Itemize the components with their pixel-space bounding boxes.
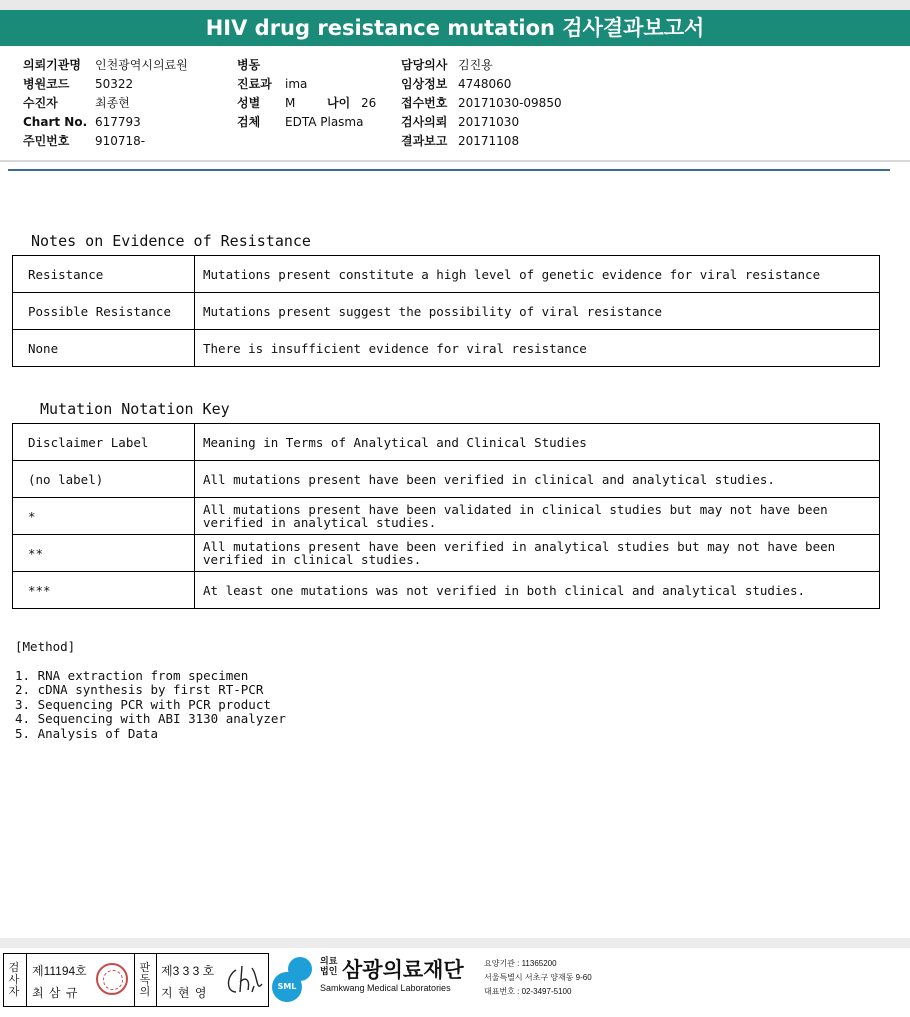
table-row: [13, 424, 880, 461]
field-label: 검체: [237, 115, 261, 129]
field-label: 담당의사: [401, 58, 448, 72]
patient-info-col3: [401, 56, 562, 151]
seal-stamp: [96, 963, 128, 995]
table-cell: Mutations present constitute a high level of genetic evidence for viral resistance: [195, 256, 880, 293]
age-label: 나이: [327, 96, 351, 110]
field-label: 병동: [237, 58, 261, 72]
patient-info-col1: [23, 56, 188, 151]
field-value: 20171030-09850: [458, 96, 562, 110]
field-label: 의뢰기관명: [23, 58, 81, 72]
notation-table: [12, 423, 880, 609]
method-step: 1. RNA extraction from specimen: [15, 667, 249, 683]
examiner-label: 검사자: [8, 962, 20, 998]
field-label: 수진자: [23, 96, 58, 110]
org-address: 서울특별시 서초구 양재동 9-60: [484, 973, 592, 982]
field-label: 접수번호: [401, 96, 448, 110]
footer-strip: [0, 938, 910, 948]
table-cell: (no label): [13, 461, 195, 498]
table-cell: Resistance: [13, 256, 195, 293]
divider: [26, 954, 27, 1006]
field-label: 진료과: [237, 77, 272, 91]
table-cell: All mutations present have been validated in clinical studies but may not have been verified in analytical studies.: [195, 498, 880, 535]
field-value: M: [285, 96, 296, 110]
table-row: [13, 330, 880, 367]
org-type: 의료법인: [320, 956, 338, 976]
examiner-license: 제11194호: [32, 964, 87, 978]
org-english-name: Samkwang Medical Laboratories: [320, 983, 451, 993]
method-step: 3. Sequencing PCR with PCR product: [15, 696, 271, 712]
method-section: [15, 640, 286, 741]
field-label: 임상정보: [401, 77, 448, 91]
divider: [8, 169, 890, 171]
table-cell: **: [13, 535, 195, 572]
table-cell: At least one mutations was not verified in both clinical and analytical studies.: [195, 572, 880, 609]
divider: [156, 954, 157, 1006]
field-value: 20171108: [458, 134, 520, 148]
method-heading: [Method]: [15, 639, 76, 654]
notation-heading: Mutation Notation Key: [40, 400, 230, 418]
org-phone: 대표번호 : 02-3497-5100: [484, 987, 572, 996]
divider: [134, 954, 135, 1006]
field-value: 김진용: [458, 58, 493, 72]
field-label: 성별: [237, 96, 261, 110]
field-label: 병원코드: [23, 77, 70, 91]
table-cell: There is insufficient evidence for viral resistance: [195, 330, 880, 367]
age-value: 26: [361, 96, 377, 110]
table-cell: *: [13, 498, 195, 535]
table-cell: Disclaimer Label: [13, 424, 195, 461]
method-step: 4. Sequencing with ABI 3130 analyzer: [15, 711, 286, 726]
reviewer-license: 제3 3 3 호: [161, 964, 215, 978]
table-cell: ***: [13, 572, 195, 609]
field-value: 617793: [95, 115, 141, 129]
divider: [0, 160, 910, 162]
table-cell: None: [13, 330, 195, 367]
table-cell: All mutations present have been verified in clinical and analytical studies.: [195, 461, 880, 498]
examiner-name: 최 삼 규: [32, 986, 79, 1000]
field-value: ima: [285, 77, 308, 91]
table-row: [13, 535, 880, 572]
top-strip: [0, 0, 910, 10]
field-label: Chart No.: [23, 115, 88, 129]
table-row: [13, 256, 880, 293]
table-row: [13, 461, 880, 498]
reviewer-label: 판독의: [139, 962, 151, 998]
reviewer-name: 지 현 영: [161, 986, 208, 1000]
table-row: [13, 293, 880, 330]
field-label: 검사의뢰: [401, 115, 448, 129]
field-value: 20171030: [458, 115, 520, 129]
org-contact: [484, 957, 592, 999]
org-code: 요양기관 : 11365200: [484, 959, 557, 968]
table-cell: All mutations present have been verified in analytical studies but may not have been verified in clinical studies.: [195, 535, 880, 572]
logo-badge: SML: [272, 972, 302, 1002]
signature-mark: [222, 962, 266, 998]
method-step: 2. cDNA synthesis by first RT-PCR: [15, 682, 264, 697]
field-value: EDTA Plasma: [285, 115, 364, 129]
field-value: 최종현: [95, 96, 130, 110]
evidence-heading: Notes on Evidence of Resistance: [31, 232, 311, 250]
field-value: 4748060: [458, 77, 512, 91]
table-row: [13, 572, 880, 609]
table-cell: Mutations present suggest the possibility of viral resistance: [195, 293, 880, 330]
patient-info-col2: [237, 56, 376, 132]
field-value: 910718-: [95, 134, 146, 148]
signature-box: [3, 953, 269, 1007]
table-row: [13, 498, 880, 535]
field-label: 주민번호: [23, 134, 70, 148]
field-value: 50322: [95, 77, 134, 91]
org-name: 삼광의료재단: [342, 958, 464, 982]
table-cell: Meaning in Terms of Analytical and Clinical Studies: [195, 424, 880, 461]
field-label: 결과보고: [401, 134, 448, 148]
report-title: HIV drug resistance mutation 검사결과보고서: [0, 10, 910, 46]
evidence-table: [12, 255, 880, 367]
field-value: 인천광역시의료원: [95, 58, 188, 72]
method-step: 5. Analysis of Data: [15, 725, 158, 741]
table-cell: Possible Resistance: [13, 293, 195, 330]
